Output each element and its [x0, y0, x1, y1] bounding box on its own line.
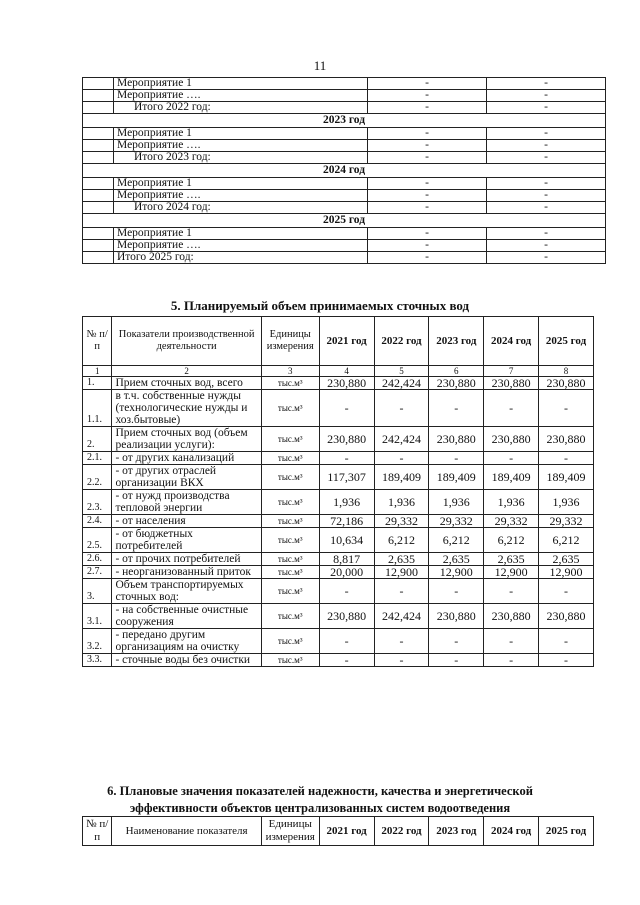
value-cell: 230,880 — [429, 604, 484, 629]
indicator-name: - от нужд производства тепловой энергии — [112, 490, 261, 515]
index-cell: 4 — [319, 366, 374, 377]
measure-value: - — [487, 240, 606, 252]
measure-name: Мероприятие …. — [114, 90, 368, 102]
value-cell: 230,880 — [539, 377, 594, 390]
header-year-2022: 2022 год — [374, 817, 429, 846]
unit-cell: тыс.м³ — [261, 604, 319, 629]
unit-cell: тыс.м³ — [261, 452, 319, 465]
indicator-name: - неорганизованный приток — [112, 566, 261, 579]
unit-cell: тыс.м³ — [261, 566, 319, 579]
page-number: 11 — [313, 58, 327, 73]
value-cell: - — [374, 452, 429, 465]
measure-value: - — [368, 152, 487, 164]
value-cell: 29,332 — [429, 515, 484, 528]
value-cell: - — [539, 452, 594, 465]
indicator-name: Объем транспортируемых сточных вод: — [112, 579, 261, 604]
measure-value: - — [368, 102, 487, 114]
value-cell: 189,409 — [429, 465, 484, 490]
indicator-name: - от прочих потребителей — [112, 553, 261, 566]
table-row — [83, 490, 594, 515]
measure-name: Итого 2024 год: — [114, 202, 368, 214]
value-cell: - — [484, 654, 539, 667]
value-cell: 10,634 — [319, 528, 374, 553]
reliability-indicators-table — [82, 816, 594, 846]
unit-cell: тыс.м³ — [261, 579, 319, 604]
measure-value: - — [368, 202, 487, 214]
measure-value: - — [487, 140, 606, 152]
unit-cell: тыс.м³ — [261, 377, 319, 390]
measure-value: - — [487, 90, 606, 102]
value-cell: 29,332 — [484, 515, 539, 528]
indicator-name: Прием сточных вод (объем реализации услуги): — [112, 427, 261, 452]
table-row — [83, 228, 606, 240]
unit-cell: тыс.м³ — [261, 515, 319, 528]
value-cell: 1,936 — [429, 490, 484, 515]
value-cell: 20,000 — [319, 566, 374, 579]
value-cell: 189,409 — [484, 465, 539, 490]
row-number: 1. — [83, 377, 112, 390]
value-cell: 1,936 — [374, 490, 429, 515]
measure-value: - — [487, 152, 606, 164]
header-num: № п/п — [83, 817, 112, 846]
value-cell: - — [484, 629, 539, 654]
table-row — [83, 515, 594, 528]
value-cell: - — [429, 579, 484, 604]
header-unit: Единицы измерения — [261, 817, 319, 846]
value-cell: 12,900 — [429, 566, 484, 579]
value-cell: - — [319, 390, 374, 427]
indicator-name: - на собственные очистные сооружения — [112, 604, 261, 629]
value-cell: - — [539, 390, 594, 427]
unit-cell: тыс.м³ — [261, 490, 319, 515]
value-cell: - — [429, 452, 484, 465]
year-label: 2025 год — [83, 214, 606, 228]
row-spacer-cell — [83, 202, 114, 214]
value-cell: 2,635 — [539, 553, 594, 566]
table-row — [83, 202, 606, 214]
measure-value: - — [487, 202, 606, 214]
value-cell: - — [374, 390, 429, 427]
index-cell: 5 — [374, 366, 429, 377]
value-cell: 12,900 — [539, 566, 594, 579]
year-label: 2024 год — [83, 164, 606, 178]
value-cell: - — [429, 654, 484, 667]
value-cell: 242,424 — [374, 377, 429, 390]
measure-name: Мероприятие 1 — [114, 228, 368, 240]
indicator-name: Прием сточных вод, всего — [112, 377, 261, 390]
table-row — [83, 553, 594, 566]
value-cell: 6,212 — [429, 528, 484, 553]
value-cell: 242,424 — [374, 427, 429, 452]
column-index-row — [83, 366, 594, 377]
value-cell: - — [319, 452, 374, 465]
measure-value: - — [487, 128, 606, 140]
value-cell: 1,936 — [484, 490, 539, 515]
value-cell: 2,635 — [429, 553, 484, 566]
measure-name: Мероприятие …. — [114, 140, 368, 152]
unit-cell: тыс.м³ — [261, 629, 319, 654]
value-cell: 117,307 — [319, 465, 374, 490]
measure-value: - — [368, 78, 487, 90]
row-spacer-cell — [83, 190, 114, 202]
table-row — [83, 604, 594, 629]
value-cell: - — [484, 452, 539, 465]
measures-table — [82, 77, 606, 264]
value-cell: - — [319, 654, 374, 667]
unit-cell: тыс.м³ — [261, 390, 319, 427]
table-row — [83, 240, 606, 252]
unit-cell: тыс.м³ — [261, 427, 319, 452]
measure-value: - — [487, 78, 606, 90]
index-cell: 2 — [112, 366, 261, 377]
value-cell: 29,332 — [539, 515, 594, 528]
row-number: 2.7. — [83, 566, 112, 579]
table-row — [83, 654, 594, 667]
table-row — [83, 102, 606, 114]
header-year-2021: 2021 год — [319, 317, 374, 366]
value-cell: 230,880 — [484, 377, 539, 390]
table-row — [83, 452, 594, 465]
header-indicator: Показатели производственной деятельности — [112, 317, 261, 366]
table-row — [83, 252, 606, 264]
value-cell: - — [374, 629, 429, 654]
table-row — [83, 152, 606, 164]
unit-cell: тыс.м³ — [261, 465, 319, 490]
value-cell: 230,880 — [429, 427, 484, 452]
header-unit: Единицы измерения — [261, 317, 319, 366]
year-header-row — [83, 214, 606, 228]
measure-name: Итого 2023 год: — [114, 152, 368, 164]
table-header-row — [83, 317, 594, 366]
row-number: 3. — [83, 579, 112, 604]
measure-value: - — [368, 190, 487, 202]
row-number: 2. — [83, 427, 112, 452]
row-spacer-cell — [83, 252, 114, 264]
row-spacer-cell — [83, 78, 114, 90]
value-cell: - — [319, 579, 374, 604]
index-cell: 8 — [539, 366, 594, 377]
value-cell: 72,186 — [319, 515, 374, 528]
value-cell: 6,212 — [374, 528, 429, 553]
table-row — [83, 427, 594, 452]
row-spacer-cell — [83, 240, 114, 252]
header-year-2022: 2022 год — [374, 317, 429, 366]
measure-name: Мероприятие 1 — [114, 78, 368, 90]
measure-value: - — [487, 190, 606, 202]
index-cell: 7 — [484, 366, 539, 377]
year-label: 2023 год — [83, 114, 606, 128]
unit-cell: тыс.м³ — [261, 528, 319, 553]
value-cell: 29,332 — [374, 515, 429, 528]
value-cell: - — [484, 579, 539, 604]
value-cell: 230,880 — [484, 604, 539, 629]
value-cell: - — [539, 579, 594, 604]
measure-value: - — [368, 128, 487, 140]
value-cell: 12,900 — [374, 566, 429, 579]
value-cell: 230,880 — [539, 427, 594, 452]
row-number: 2.6. — [83, 553, 112, 566]
value-cell: 1,936 — [319, 490, 374, 515]
measure-value: - — [368, 240, 487, 252]
row-number: 1.1. — [83, 390, 112, 427]
value-cell: 189,409 — [539, 465, 594, 490]
unit-cell: тыс.м³ — [261, 553, 319, 566]
row-spacer-cell — [83, 90, 114, 102]
row-number: 3.2. — [83, 629, 112, 654]
measure-name: Мероприятие …. — [114, 240, 368, 252]
value-cell: 230,880 — [319, 604, 374, 629]
section5-heading: 5. Планируемый объем принимаемых сточных вод — [170, 298, 470, 313]
value-cell: - — [429, 629, 484, 654]
row-number: 2.3. — [83, 490, 112, 515]
value-cell: - — [484, 390, 539, 427]
table-row — [83, 377, 594, 390]
measure-value: - — [368, 252, 487, 264]
table-row — [83, 629, 594, 654]
year-header-row — [83, 164, 606, 178]
value-cell: 12,900 — [484, 566, 539, 579]
value-cell: 2,635 — [374, 553, 429, 566]
value-cell: 230,880 — [319, 377, 374, 390]
table-row — [83, 128, 606, 140]
row-spacer-cell — [83, 178, 114, 190]
value-cell: 230,880 — [429, 377, 484, 390]
row-number: 2.2. — [83, 465, 112, 490]
header-year-2023: 2023 год — [429, 317, 484, 366]
value-cell: 230,880 — [484, 427, 539, 452]
header-year-2025: 2025 год — [539, 317, 594, 366]
value-cell: 8,817 — [319, 553, 374, 566]
header-year-2021: 2021 год — [319, 817, 374, 846]
measure-value: - — [487, 178, 606, 190]
wastewater-volume-table — [82, 316, 594, 667]
indicator-name: в т.ч. собственные нужды (технологические нужды и хоз.бытовые) — [112, 390, 261, 427]
value-cell: 242,424 — [374, 604, 429, 629]
table-row — [83, 178, 606, 190]
header-name: Наименование показателя — [112, 817, 261, 846]
header-year-2024: 2024 год — [484, 317, 539, 366]
table-header-row — [83, 817, 594, 846]
header-year-2023: 2023 год — [429, 817, 484, 846]
value-cell: 6,212 — [484, 528, 539, 553]
value-cell: - — [319, 629, 374, 654]
measure-value: - — [487, 228, 606, 240]
value-cell: 230,880 — [539, 604, 594, 629]
indicator-name: - от населения — [112, 515, 261, 528]
measure-value: - — [368, 140, 487, 152]
row-spacer-cell — [83, 152, 114, 164]
measure-name: Итого 2025 год: — [114, 252, 368, 264]
measure-name: Мероприятие …. — [114, 190, 368, 202]
indicator-name: - сточные воды без очистки — [112, 654, 261, 667]
table-row — [83, 190, 606, 202]
table-row — [83, 528, 594, 553]
value-cell: - — [539, 629, 594, 654]
table-row — [83, 579, 594, 604]
measure-name: Итого 2022 год: — [114, 102, 368, 114]
row-spacer-cell — [83, 128, 114, 140]
header-year-2024: 2024 год — [484, 817, 539, 846]
value-cell: 189,409 — [374, 465, 429, 490]
table-row — [83, 465, 594, 490]
section6-heading-line1: 6. Плановые значения показателей надежности, качества и энергетической — [107, 784, 533, 798]
value-cell: 1,936 — [539, 490, 594, 515]
year-header-row — [83, 114, 606, 128]
value-cell: 2,635 — [484, 553, 539, 566]
value-cell: 230,880 — [319, 427, 374, 452]
value-cell: - — [429, 390, 484, 427]
row-number: 2.4. — [83, 515, 112, 528]
measure-value: - — [368, 228, 487, 240]
row-number: 3.3. — [83, 654, 112, 667]
measure-value: - — [368, 90, 487, 102]
measure-name: Мероприятие 1 — [114, 178, 368, 190]
header-year-2025: 2025 год — [539, 817, 594, 846]
value-cell: - — [374, 579, 429, 604]
row-spacer-cell — [83, 102, 114, 114]
unit-cell: тыс.м³ — [261, 654, 319, 667]
row-spacer-cell — [83, 228, 114, 240]
row-number: 2.1. — [83, 452, 112, 465]
value-cell: - — [539, 654, 594, 667]
measure-value: - — [368, 178, 487, 190]
table-row — [83, 140, 606, 152]
section6-heading-line2: эффективности объектов централизованных систем водоотведения — [129, 801, 511, 815]
row-number: 3.1. — [83, 604, 112, 629]
measure-name: Мероприятие 1 — [114, 128, 368, 140]
index-cell: 6 — [429, 366, 484, 377]
row-spacer-cell — [83, 140, 114, 152]
table-row — [83, 78, 606, 90]
table-row — [83, 390, 594, 427]
index-cell: 1 — [83, 366, 112, 377]
indicator-name: - от других канализаций — [112, 452, 261, 465]
indicator-name: - передано другим организациям на очистку — [112, 629, 261, 654]
row-number: 2.5. — [83, 528, 112, 553]
value-cell: - — [374, 654, 429, 667]
value-cell: 6,212 — [539, 528, 594, 553]
table-row — [83, 566, 594, 579]
section6-heading — [0, 783, 640, 817]
table-row — [83, 90, 606, 102]
header-num: № п/п — [83, 317, 112, 366]
indicator-name: - от бюджетных потребителей — [112, 528, 261, 553]
measure-value: - — [487, 252, 606, 264]
indicator-name: - от других отраслей организации ВКХ — [112, 465, 261, 490]
index-cell: 3 — [261, 366, 319, 377]
measure-value: - — [487, 102, 606, 114]
